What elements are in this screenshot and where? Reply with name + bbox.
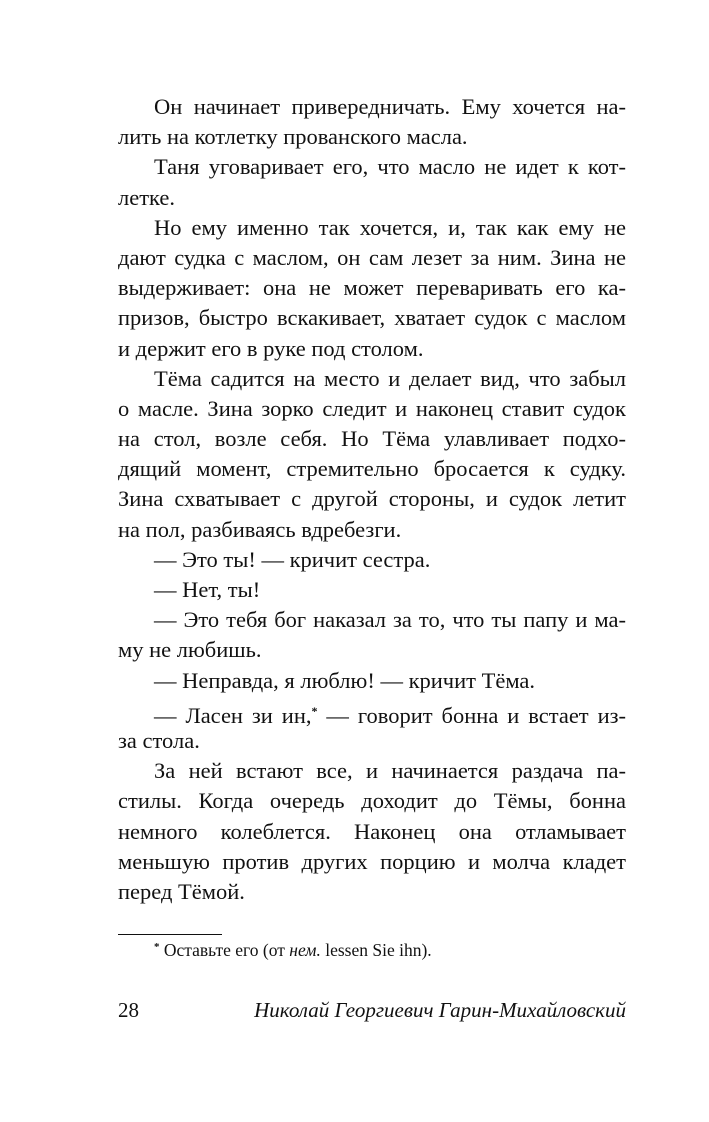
text-line: Таня уговаривает его, что масло не идет к кот- bbox=[154, 154, 626, 180]
text-segment: — Ласен зи ин, bbox=[154, 702, 312, 728]
footnote-divider bbox=[118, 934, 222, 935]
running-head: Николай Георгиевич Гарин-Михайловский bbox=[254, 998, 626, 1022]
text-line: перед Тёмой. bbox=[118, 878, 245, 904]
footnote-marker: * bbox=[154, 941, 160, 953]
body-text bbox=[118, 92, 626, 907]
text-line: лить на котлетку прованского масла. bbox=[118, 124, 468, 150]
text-line: Но ему именно так хочется, и, так как ему не bbox=[154, 214, 626, 240]
footnote-italic: нем. bbox=[289, 940, 321, 960]
text-line: стилы. Когда очередь доходит до Тёмы, бонна bbox=[118, 788, 626, 814]
text-line: — Нет, ты! bbox=[154, 577, 261, 602]
text-line: Он начинает привередничать. Ему хочется на- bbox=[154, 94, 626, 119]
text-line: летке. bbox=[118, 184, 176, 210]
text-line: выдерживает: она не может переваривать его ка- bbox=[118, 275, 626, 301]
page-number: 28 bbox=[118, 998, 139, 1022]
text-line: — Неправда, я люблю! — кричит Тёма. bbox=[154, 667, 536, 693]
text-line: на пол, разбиваясь вдребезги. bbox=[118, 516, 402, 542]
footnote bbox=[154, 940, 432, 961]
text-line: на стол, возле себя. Но Тёма улавливает подхо- bbox=[118, 426, 626, 452]
footnote-marker: * bbox=[311, 703, 318, 718]
text-line: Тёма садится на место и делает вид, что забыл bbox=[154, 365, 626, 391]
text-line: за стола. bbox=[118, 727, 200, 753]
text-line: — Это ты! — кричит сестра. bbox=[154, 546, 431, 572]
text-line: му не любишь. bbox=[118, 637, 262, 663]
text-line: призов, быстро вскакивает, хватает судок с маслом bbox=[118, 305, 626, 331]
footnote-text: Оставьте его (от bbox=[159, 940, 290, 960]
text-line bbox=[118, 696, 626, 726]
text-line: За ней встают все, и начинается раздача па- bbox=[154, 758, 626, 784]
text-line: дящий момент, стремительно бросается к судку. bbox=[118, 456, 626, 482]
text-line: немного колеблется. Наконец она отламывает bbox=[118, 818, 626, 844]
footnote-text: lessen Sie ihn). bbox=[320, 940, 432, 960]
text-line: Зина схватывает с другой стороны, и судок летит bbox=[118, 486, 626, 512]
text-line: меньшую против других порцию и молча кладет bbox=[118, 848, 626, 874]
text-line: о масле. Зина зорко следит и наконец ставит судок bbox=[118, 395, 626, 421]
text-segment: — говорит бонна и встает из- bbox=[317, 702, 626, 728]
text-line: — Это тебя бог наказал за то, что ты папу и ма- bbox=[154, 607, 626, 633]
text-line: и держит его в руке под столом. bbox=[118, 335, 424, 361]
text-line: дают судка с маслом, он сам лезет за ним. Зина не bbox=[118, 244, 626, 270]
